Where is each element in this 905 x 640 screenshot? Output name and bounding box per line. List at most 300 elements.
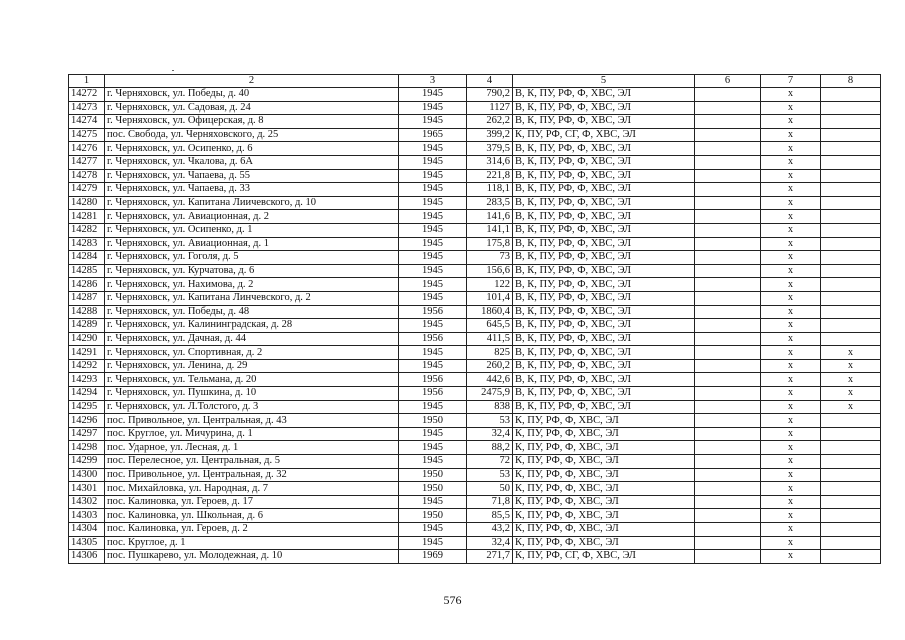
area-cell: 71,8 bbox=[467, 495, 513, 509]
column-6-cell bbox=[695, 155, 761, 169]
utilities-cell: В, К, ПУ, РФ, Ф, ХВС, ЭЛ bbox=[513, 373, 695, 387]
column-8-mark-cell bbox=[821, 291, 881, 305]
area-cell: 1860,4 bbox=[467, 305, 513, 319]
row-number-cell: 14301 bbox=[69, 482, 105, 496]
row-number-cell: 14296 bbox=[69, 414, 105, 428]
table-row bbox=[69, 278, 881, 292]
column-8-mark-cell bbox=[821, 115, 881, 129]
table-row bbox=[69, 142, 881, 156]
address-cell: пос. Свобода, ул. Черняховского, д. 25 bbox=[105, 128, 399, 142]
year-built-cell: 1945 bbox=[399, 210, 467, 224]
column-7-mark-cell: х bbox=[761, 155, 821, 169]
area-cell: 85,5 bbox=[467, 509, 513, 523]
column-8-mark-cell bbox=[821, 142, 881, 156]
column-7-mark-cell: х bbox=[761, 373, 821, 387]
column-6-cell bbox=[695, 427, 761, 441]
table-row bbox=[69, 468, 881, 482]
page-number: 576 bbox=[443, 593, 462, 607]
year-built-cell: 1945 bbox=[399, 427, 467, 441]
column-6-cell bbox=[695, 183, 761, 197]
utilities-cell: К, ПУ, РФ, Ф, ХВС, ЭЛ bbox=[513, 509, 695, 523]
table-row bbox=[69, 359, 881, 373]
utilities-cell: В, К, ПУ, РФ, Ф, ХВС, ЭЛ bbox=[513, 196, 695, 210]
year-built-cell: 1945 bbox=[399, 142, 467, 156]
address-cell: пос. Ударное, ул. Лесная, д. 1 bbox=[105, 441, 399, 455]
utilities-cell: В, К, ПУ, РФ, Ф, ХВС, ЭЛ bbox=[513, 305, 695, 319]
column-8-mark-cell bbox=[821, 305, 881, 319]
address-cell: пос. Пушкарево, ул. Молодежная, д. 10 bbox=[105, 550, 399, 564]
year-built-cell: 1945 bbox=[399, 251, 467, 265]
table-row bbox=[69, 115, 881, 129]
column-6-cell bbox=[695, 536, 761, 550]
utilities-cell: В, К, ПУ, РФ, Ф, ХВС, ЭЛ bbox=[513, 278, 695, 292]
column-8-mark-cell bbox=[821, 319, 881, 333]
column-8-mark-cell bbox=[821, 155, 881, 169]
row-number-cell: 14288 bbox=[69, 305, 105, 319]
area-cell: 838 bbox=[467, 400, 513, 414]
column-header-6: 6 bbox=[695, 75, 761, 88]
column-6-cell bbox=[695, 305, 761, 319]
area-cell: 73 bbox=[467, 251, 513, 265]
table-row bbox=[69, 291, 881, 305]
column-8-mark-cell bbox=[821, 414, 881, 428]
table-row bbox=[69, 128, 881, 142]
column-6-cell bbox=[695, 495, 761, 509]
address-cell: г. Черняховск, ул. Победы, д. 40 bbox=[105, 88, 399, 102]
column-6-cell bbox=[695, 115, 761, 129]
area-cell: 411,5 bbox=[467, 332, 513, 346]
area-cell: 379,5 bbox=[467, 142, 513, 156]
address-cell: г. Черняховск, ул. Нахимова, д. 2 bbox=[105, 278, 399, 292]
area-cell: 101,4 bbox=[467, 291, 513, 305]
row-number-cell: 14287 bbox=[69, 291, 105, 305]
year-built-cell: 1945 bbox=[399, 183, 467, 197]
column-8-mark-cell bbox=[821, 278, 881, 292]
column-7-mark-cell: х bbox=[761, 101, 821, 115]
area-cell: 156,6 bbox=[467, 264, 513, 278]
utilities-cell: В, К, ПУ, РФ, Ф, ХВС, ЭЛ bbox=[513, 291, 695, 305]
column-8-mark-cell bbox=[821, 332, 881, 346]
area-cell: 32,4 bbox=[467, 536, 513, 550]
column-6-cell bbox=[695, 251, 761, 265]
column-6-cell bbox=[695, 264, 761, 278]
area-cell: 141,1 bbox=[467, 223, 513, 237]
table-row bbox=[69, 305, 881, 319]
column-7-mark-cell: х bbox=[761, 441, 821, 455]
column-8-mark-cell bbox=[821, 441, 881, 455]
year-built-cell: 1945 bbox=[399, 115, 467, 129]
column-7-mark-cell: х bbox=[761, 115, 821, 129]
table-row bbox=[69, 536, 881, 550]
column-6-cell bbox=[695, 101, 761, 115]
table-row bbox=[69, 346, 881, 360]
address-cell: г. Черняховск, ул. Курчатова, д. 6 bbox=[105, 264, 399, 278]
address-cell: пос. Привольное, ул. Центральная, д. 43 bbox=[105, 414, 399, 428]
address-cell: пос. Калиновка, ул. Героев, д. 17 bbox=[105, 495, 399, 509]
address-cell: г. Черняховск, ул. Чкалова, д. 6А bbox=[105, 155, 399, 169]
utilities-cell: В, К, ПУ, РФ, Ф, ХВС, ЭЛ bbox=[513, 223, 695, 237]
column-header-2: 2 bbox=[105, 75, 399, 88]
column-6-cell bbox=[695, 88, 761, 102]
area-cell: 43,2 bbox=[467, 523, 513, 537]
registry-table bbox=[68, 74, 881, 564]
row-number-cell: 14274 bbox=[69, 115, 105, 129]
row-number-cell: 14277 bbox=[69, 155, 105, 169]
row-number-cell: 14272 bbox=[69, 88, 105, 102]
table-row bbox=[69, 373, 881, 387]
row-number-cell: 14279 bbox=[69, 183, 105, 197]
year-built-cell: 1945 bbox=[399, 359, 467, 373]
table-row bbox=[69, 264, 881, 278]
column-7-mark-cell: х bbox=[761, 523, 821, 537]
area-cell: 442,6 bbox=[467, 373, 513, 387]
row-number-cell: 14281 bbox=[69, 210, 105, 224]
column-8-mark-cell bbox=[821, 468, 881, 482]
column-8-mark-cell bbox=[821, 196, 881, 210]
utilities-cell: К, ПУ, РФ, Ф, ХВС, ЭЛ bbox=[513, 468, 695, 482]
column-7-mark-cell: х bbox=[761, 251, 821, 265]
row-number-cell: 14276 bbox=[69, 142, 105, 156]
column-7-mark-cell: х bbox=[761, 509, 821, 523]
table-header-row bbox=[69, 75, 881, 88]
year-built-cell: 1945 bbox=[399, 196, 467, 210]
year-built-cell: 1945 bbox=[399, 455, 467, 469]
column-7-mark-cell: х bbox=[761, 346, 821, 360]
column-header-4: 4 bbox=[467, 75, 513, 88]
column-6-cell bbox=[695, 482, 761, 496]
table-row bbox=[69, 414, 881, 428]
utilities-cell: В, К, ПУ, РФ, Ф, ХВС, ЭЛ bbox=[513, 101, 695, 115]
row-number-cell: 14275 bbox=[69, 128, 105, 142]
address-cell: г. Черняховск, ул. Чапаева, д. 55 bbox=[105, 169, 399, 183]
address-cell: г. Черняховск, ул. Чапаева, д. 33 bbox=[105, 183, 399, 197]
area-cell: 88,2 bbox=[467, 441, 513, 455]
column-7-mark-cell: х bbox=[761, 278, 821, 292]
column-7-mark-cell: х bbox=[761, 237, 821, 251]
table-row bbox=[69, 319, 881, 333]
column-8-mark-cell bbox=[821, 427, 881, 441]
column-header-5: 5 bbox=[513, 75, 695, 88]
column-6-cell bbox=[695, 210, 761, 224]
column-6-cell bbox=[695, 169, 761, 183]
area-cell: 645,5 bbox=[467, 319, 513, 333]
utilities-cell: В, К, ПУ, РФ, Ф, ХВС, ЭЛ bbox=[513, 346, 695, 360]
utilities-cell: В, К, ПУ, РФ, Ф, ХВС, ЭЛ bbox=[513, 155, 695, 169]
area-cell: 32,4 bbox=[467, 427, 513, 441]
column-6-cell bbox=[695, 523, 761, 537]
utilities-cell: В, К, ПУ, РФ, Ф, ХВС, ЭЛ bbox=[513, 387, 695, 401]
column-6-cell bbox=[695, 319, 761, 333]
utilities-cell: В, К, ПУ, РФ, Ф, ХВС, ЭЛ bbox=[513, 142, 695, 156]
column-7-mark-cell: х bbox=[761, 210, 821, 224]
utilities-cell: К, ПУ, РФ, Ф, ХВС, ЭЛ bbox=[513, 495, 695, 509]
year-built-cell: 1945 bbox=[399, 101, 467, 115]
row-number-cell: 14302 bbox=[69, 495, 105, 509]
column-8-mark-cell bbox=[821, 455, 881, 469]
column-6-cell bbox=[695, 414, 761, 428]
column-7-mark-cell: х bbox=[761, 495, 821, 509]
column-7-mark-cell: х bbox=[761, 387, 821, 401]
address-cell: г. Черняховск, ул. Авиационная, д. 1 bbox=[105, 237, 399, 251]
year-built-cell: 1956 bbox=[399, 387, 467, 401]
address-cell: г. Черняховск, ул. Капитана Лиичевского, д. 10 bbox=[105, 196, 399, 210]
column-header-7: 7 bbox=[761, 75, 821, 88]
column-7-mark-cell: х bbox=[761, 142, 821, 156]
column-6-cell bbox=[695, 400, 761, 414]
address-cell: г. Черняховск, ул. Спортивная, д. 2 bbox=[105, 346, 399, 360]
column-7-mark-cell: х bbox=[761, 223, 821, 237]
table-row bbox=[69, 387, 881, 401]
address-cell: г. Черняховск, ул. Осипенко, д. 6 bbox=[105, 142, 399, 156]
column-6-cell bbox=[695, 468, 761, 482]
row-number-cell: 14291 bbox=[69, 346, 105, 360]
row-number-cell: 14298 bbox=[69, 441, 105, 455]
column-8-mark-cell: х bbox=[821, 359, 881, 373]
column-8-mark-cell bbox=[821, 550, 881, 564]
table-row bbox=[69, 427, 881, 441]
year-built-cell: 1945 bbox=[399, 319, 467, 333]
year-built-cell: 1945 bbox=[399, 237, 467, 251]
year-built-cell: 1945 bbox=[399, 495, 467, 509]
address-cell: г. Черняховск, ул. Осипенко, д. 1 bbox=[105, 223, 399, 237]
area-cell: 221,8 bbox=[467, 169, 513, 183]
column-header-1: 1 bbox=[69, 75, 105, 88]
column-7-mark-cell: х bbox=[761, 128, 821, 142]
address-cell: г. Черняховск, ул. Офицерская, д. 8 bbox=[105, 115, 399, 129]
utilities-cell: В, К, ПУ, РФ, Ф, ХВС, ЭЛ bbox=[513, 88, 695, 102]
address-cell: пос. Круглое, ул. Мичурина, д. 1 bbox=[105, 427, 399, 441]
row-number-cell: 14284 bbox=[69, 251, 105, 265]
year-built-cell: 1950 bbox=[399, 414, 467, 428]
area-cell: 314,6 bbox=[467, 155, 513, 169]
column-7-mark-cell: х bbox=[761, 305, 821, 319]
row-number-cell: 14286 bbox=[69, 278, 105, 292]
area-cell: 790,2 bbox=[467, 88, 513, 102]
address-cell: пос. Круглое, д. 1 bbox=[105, 536, 399, 550]
row-number-cell: 14306 bbox=[69, 550, 105, 564]
column-7-mark-cell: х bbox=[761, 183, 821, 197]
column-6-cell bbox=[695, 223, 761, 237]
utilities-cell: В, К, ПУ, РФ, Ф, ХВС, ЭЛ bbox=[513, 332, 695, 346]
row-number-cell: 14278 bbox=[69, 169, 105, 183]
area-cell: 1127 bbox=[467, 101, 513, 115]
table-row bbox=[69, 251, 881, 265]
address-cell: пос. Калиновка, ул. Школьная, д. 6 bbox=[105, 509, 399, 523]
area-cell: 399,2 bbox=[467, 128, 513, 142]
address-cell: пос. Калиновка, ул. Героев, д. 2 bbox=[105, 523, 399, 537]
address-cell: г. Черняховск, ул. Авиационная, д. 2 bbox=[105, 210, 399, 224]
area-cell: 118,1 bbox=[467, 183, 513, 197]
table-row bbox=[69, 210, 881, 224]
column-8-mark-cell bbox=[821, 237, 881, 251]
column-8-mark-cell bbox=[821, 482, 881, 496]
area-cell: 262,2 bbox=[467, 115, 513, 129]
row-number-cell: 14293 bbox=[69, 373, 105, 387]
area-cell: 72 bbox=[467, 455, 513, 469]
row-number-cell: 14297 bbox=[69, 427, 105, 441]
area-cell: 283,5 bbox=[467, 196, 513, 210]
address-cell: г. Черняховск, ул. Победы, д. 48 bbox=[105, 305, 399, 319]
utilities-cell: К, ПУ, РФ, СГ, Ф, ХВС, ЭЛ bbox=[513, 550, 695, 564]
column-header-3: 3 bbox=[399, 75, 467, 88]
year-built-cell: 1956 bbox=[399, 332, 467, 346]
table-row bbox=[69, 400, 881, 414]
address-cell: г. Черняховск, ул. Тельмана, д. 20 bbox=[105, 373, 399, 387]
column-7-mark-cell: х bbox=[761, 319, 821, 333]
row-number-cell: 14294 bbox=[69, 387, 105, 401]
utilities-cell: В, К, ПУ, РФ, Ф, ХВС, ЭЛ bbox=[513, 319, 695, 333]
address-cell: г. Черняховск, ул. Капитана Линчевского, д. 2 bbox=[105, 291, 399, 305]
utilities-cell: К, ПУ, РФ, СГ, Ф, ХВС, ЭЛ bbox=[513, 128, 695, 142]
address-cell: пос. Привольное, ул. Центральная, д. 32 bbox=[105, 468, 399, 482]
table-row bbox=[69, 223, 881, 237]
column-7-mark-cell: х bbox=[761, 482, 821, 496]
address-cell: пос. Михайловка, ул. Народная, д. 7 bbox=[105, 482, 399, 496]
column-7-mark-cell: х bbox=[761, 414, 821, 428]
row-number-cell: 14280 bbox=[69, 196, 105, 210]
table-row bbox=[69, 455, 881, 469]
utilities-cell: В, К, ПУ, РФ, Ф, ХВС, ЭЛ bbox=[513, 237, 695, 251]
utilities-cell: В, К, ПУ, РФ, Ф, ХВС, ЭЛ bbox=[513, 251, 695, 265]
area-cell: 53 bbox=[467, 414, 513, 428]
table-row bbox=[69, 482, 881, 496]
year-built-cell: 1956 bbox=[399, 373, 467, 387]
year-built-cell: 1945 bbox=[399, 400, 467, 414]
utilities-cell: К, ПУ, РФ, Ф, ХВС, ЭЛ bbox=[513, 523, 695, 537]
column-8-mark-cell: х bbox=[821, 373, 881, 387]
column-8-mark-cell bbox=[821, 88, 881, 102]
utilities-cell: В, К, ПУ, РФ, Ф, ХВС, ЭЛ bbox=[513, 183, 695, 197]
column-7-mark-cell: х bbox=[761, 359, 821, 373]
column-6-cell bbox=[695, 346, 761, 360]
table-row bbox=[69, 441, 881, 455]
row-number-cell: 14304 bbox=[69, 523, 105, 537]
year-built-cell: 1945 bbox=[399, 536, 467, 550]
year-built-cell: 1969 bbox=[399, 550, 467, 564]
row-number-cell: 14273 bbox=[69, 101, 105, 115]
column-8-mark-cell bbox=[821, 264, 881, 278]
column-8-mark-cell bbox=[821, 210, 881, 224]
table-row bbox=[69, 155, 881, 169]
address-cell: г. Черняховск, ул. Калининградская, д. 28 bbox=[105, 319, 399, 333]
year-built-cell: 1950 bbox=[399, 482, 467, 496]
year-built-cell: 1945 bbox=[399, 155, 467, 169]
column-6-cell bbox=[695, 441, 761, 455]
area-cell: 175,8 bbox=[467, 237, 513, 251]
table-row bbox=[69, 509, 881, 523]
utilities-cell: К, ПУ, РФ, Ф, ХВС, ЭЛ bbox=[513, 455, 695, 469]
row-number-cell: 14300 bbox=[69, 468, 105, 482]
year-built-cell: 1945 bbox=[399, 278, 467, 292]
utilities-cell: В, К, ПУ, РФ, Ф, ХВС, ЭЛ bbox=[513, 210, 695, 224]
column-6-cell bbox=[695, 142, 761, 156]
area-cell: 141,6 bbox=[467, 210, 513, 224]
column-8-mark-cell bbox=[821, 223, 881, 237]
utilities-cell: К, ПУ, РФ, Ф, ХВС, ЭЛ bbox=[513, 427, 695, 441]
table-row bbox=[69, 196, 881, 210]
utilities-cell: В, К, ПУ, РФ, Ф, ХВС, ЭЛ bbox=[513, 169, 695, 183]
address-cell: г. Черняховск, ул. Л.Толстого, д. 3 bbox=[105, 400, 399, 414]
column-8-mark-cell bbox=[821, 495, 881, 509]
year-built-cell: 1945 bbox=[399, 291, 467, 305]
year-built-cell: 1945 bbox=[399, 346, 467, 360]
column-8-mark-cell bbox=[821, 536, 881, 550]
utilities-cell: К, ПУ, РФ, Ф, ХВС, ЭЛ bbox=[513, 441, 695, 455]
address-cell: г. Черняховск, ул. Ленина, д. 29 bbox=[105, 359, 399, 373]
year-built-cell: 1945 bbox=[399, 88, 467, 102]
column-8-mark-cell bbox=[821, 183, 881, 197]
column-8-mark-cell bbox=[821, 101, 881, 115]
table-row bbox=[69, 88, 881, 102]
column-8-mark-cell: х bbox=[821, 387, 881, 401]
row-number-cell: 14305 bbox=[69, 536, 105, 550]
column-6-cell bbox=[695, 359, 761, 373]
row-number-cell: 14289 bbox=[69, 319, 105, 333]
column-6-cell bbox=[695, 291, 761, 305]
area-cell: 50 bbox=[467, 482, 513, 496]
column-6-cell bbox=[695, 509, 761, 523]
table-row bbox=[69, 523, 881, 537]
column-6-cell bbox=[695, 237, 761, 251]
row-number-cell: 14285 bbox=[69, 264, 105, 278]
column-7-mark-cell: х bbox=[761, 400, 821, 414]
column-8-mark-cell bbox=[821, 169, 881, 183]
utilities-cell: В, К, ПУ, РФ, Ф, ХВС, ЭЛ bbox=[513, 400, 695, 414]
row-number-cell: 14292 bbox=[69, 359, 105, 373]
column-8-mark-cell: х bbox=[821, 400, 881, 414]
column-6-cell bbox=[695, 387, 761, 401]
column-6-cell bbox=[695, 550, 761, 564]
column-6-cell bbox=[695, 278, 761, 292]
column-8-mark-cell bbox=[821, 523, 881, 537]
column-6-cell bbox=[695, 196, 761, 210]
row-number-cell: 14303 bbox=[69, 509, 105, 523]
area-cell: 825 bbox=[467, 346, 513, 360]
table-row bbox=[69, 183, 881, 197]
column-8-mark-cell bbox=[821, 509, 881, 523]
area-cell: 260,2 bbox=[467, 359, 513, 373]
column-7-mark-cell: х bbox=[761, 196, 821, 210]
area-cell: 122 bbox=[467, 278, 513, 292]
year-built-cell: 1950 bbox=[399, 468, 467, 482]
column-6-cell bbox=[695, 332, 761, 346]
year-built-cell: 1945 bbox=[399, 169, 467, 183]
column-7-mark-cell: х bbox=[761, 550, 821, 564]
column-7-mark-cell: х bbox=[761, 455, 821, 469]
column-8-mark-cell bbox=[821, 128, 881, 142]
area-cell: 271,7 bbox=[467, 550, 513, 564]
year-built-cell: 1945 bbox=[399, 523, 467, 537]
column-7-mark-cell: х bbox=[761, 88, 821, 102]
utilities-cell: В, К, ПУ, РФ, Ф, ХВС, ЭЛ bbox=[513, 359, 695, 373]
utilities-cell: К, ПУ, РФ, Ф, ХВС, ЭЛ bbox=[513, 536, 695, 550]
year-built-cell: 1956 bbox=[399, 305, 467, 319]
column-7-mark-cell: х bbox=[761, 169, 821, 183]
column-7-mark-cell: х bbox=[761, 332, 821, 346]
scan-speck bbox=[172, 70, 174, 71]
area-cell: 53 bbox=[467, 468, 513, 482]
utilities-cell: В, К, ПУ, РФ, Ф, ХВС, ЭЛ bbox=[513, 264, 695, 278]
row-number-cell: 14290 bbox=[69, 332, 105, 346]
column-7-mark-cell: х bbox=[761, 427, 821, 441]
column-header-8: 8 bbox=[821, 75, 881, 88]
column-6-cell bbox=[695, 373, 761, 387]
column-6-cell bbox=[695, 128, 761, 142]
year-built-cell: 1945 bbox=[399, 441, 467, 455]
column-7-mark-cell: х bbox=[761, 468, 821, 482]
year-built-cell: 1950 bbox=[399, 509, 467, 523]
table-row bbox=[69, 169, 881, 183]
